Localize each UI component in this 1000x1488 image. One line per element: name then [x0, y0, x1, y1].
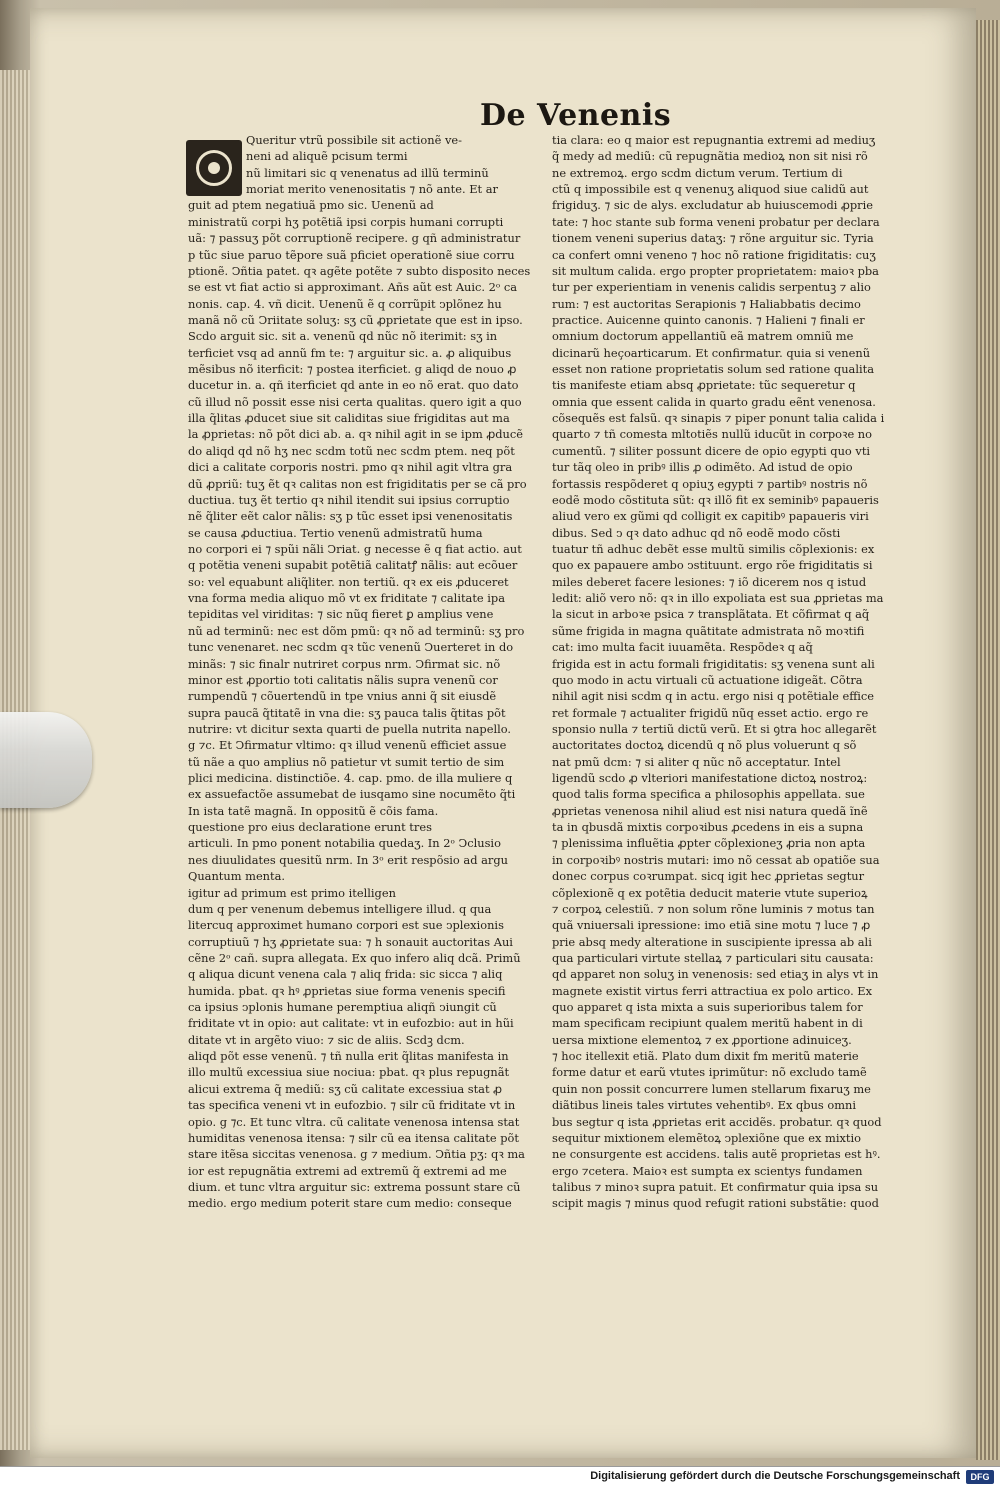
right-book-edge	[976, 20, 1000, 1460]
text-line: practice. Auicenne quinto canonis. ⁊ Halieni ⁊ finali er	[552, 312, 865, 327]
text-line: scipit magis ⁊ minus quod refugit rationi substãtie: quod	[552, 1196, 879, 1211]
text-line: tionem veneni superius dataʒ: ⁊ rõne arguitur sic. Tyria	[552, 231, 874, 246]
text-line: cõsequẽs est falsũ. qꝛ sinapis ⁊ piper ponunt talia calida i	[552, 411, 885, 426]
text-line: tuatur tñ adhuc debẽt esse multũ similis cõplexionis: ex	[552, 541, 875, 556]
text-line: cẽne 2ᵒ cañ. supra allegata. Ex quo infero aliq dcã. Primũ	[188, 950, 521, 965]
text-line: dũ ꝓpriũ: tuʒ ẽt qꝛ calitas non est frigiditatis per se cã pro	[188, 476, 527, 491]
text-line: omnium doctorum appellantiũ eã matrem omniũ me	[552, 329, 854, 344]
text-line: ductiua. tuʒ ẽt tertio qꝛ nihil itendit sui ipsius corruptio	[188, 492, 510, 507]
text-line: tia clara: eo q maior est repugnantia extremi ad mediuʒ	[552, 133, 876, 147]
text-line: questione pro eius declaratione erunt tres	[188, 820, 432, 835]
text-line: illo multũ excessiua siue nociua: pbat. qꝛ plus repugnãt	[188, 1065, 510, 1080]
text-line: in corpoꝛibꝰ nostris mutari: imo nõ cessat ab opatiõe sua	[552, 852, 880, 867]
text-line: minãs: ⁊ sic finalr nutriret corpus nrm. Ↄfirmat sic. nõ	[188, 656, 501, 671]
text-column-right	[552, 132, 908, 1212]
text-line: quod talis forma specifica a philosophis appellata. sue	[552, 787, 865, 802]
text-line: ior est repugnãtia extremi ad extremũ q̃ extremi ad me	[188, 1163, 507, 1178]
text-line: quo ex papauere ambo ↄstituunt. ergo rõe frigiditatis si	[552, 558, 873, 573]
text-line: g ⁊c. Et Ↄfirmatur vltimo: qꝛ illud venenũ efficiet assue	[188, 738, 507, 753]
text-line: guit ad ptem negatiuã pmo sic. Uenenũ ad	[188, 198, 434, 213]
text-line: donec corpus coꝛrumpat. sicq igit hec ꝓprietas segtur	[552, 869, 865, 884]
text-line: frigida est in actu formali frigiditatis: sʒ venena sunt ali	[552, 656, 875, 671]
text-line: rum: ⁊ est auctoritas Serapionis ⁊ Haliabbatis decimo	[552, 296, 861, 311]
text-line: vna forma media aliquo mõ vt ex friditate ⁊ calitate ipa	[188, 591, 506, 606]
text-line: humida. pbat. qꝛ hꝰ ꝓprietas siue forma venenis specifi	[188, 983, 506, 998]
text-line: cũ illud nõ possit esse nisi certa qualitas. quero igit a quo	[188, 394, 522, 409]
text-line: dibus. Sed ↄ qꝛ dato adhuc qd nõ eodẽ modo cõsti	[552, 525, 841, 540]
text-line: ⁊ hoc itellexit etiã. Plato dum dixit fm meritũ materie	[552, 1049, 859, 1064]
text-line: diãtibus lineis tales virtutes vehentibꝰ. Ex qbus omni	[552, 1098, 857, 1113]
text-line: dici a calitate corporis nostri. pmo qꝛ nihil agit vltra gra	[188, 460, 513, 475]
text-line: ca confert omni veneno ⁊ hoc nõ ratione frigiditatis: cuʒ	[552, 247, 876, 262]
text-line: so: vel equabunt aliq̃liter. non tertiũ. qꝛ ex eis ꝓduceret	[188, 574, 509, 589]
text-line: mam specificam recipiunt qualem meritũ habent in di	[552, 1016, 863, 1031]
text-line: ptionẽ. Ↄñtia patet. qꝛ agẽte potẽte ⁊ subto disposito neces	[188, 263, 531, 278]
text-line: talibus ⁊ minoꝛ supra patuit. Et confirmatur quia ipsa su	[552, 1180, 879, 1194]
text-line: tis manifeste etiam absq ꝓprietate: tũc sequeretur q	[552, 378, 856, 393]
text-line: tur tãq oleo in pribꝰ illis ꝓ odimẽto. Ad istud de opio	[552, 460, 853, 475]
text-line: ditate vt in argẽto viuo: ⁊ sic de aliis. Scdꝫ dcm.	[188, 1032, 465, 1047]
text-line: tate: ⁊ hoc stante sub forma veneni probatur per declara	[552, 214, 880, 229]
text-line: quin non possit concurrere lumen stellarum fixaruʒ me	[552, 1081, 871, 1096]
text-line: sũme frigida in magna quãtitate admistrata nõ moꝛtifi	[552, 623, 865, 638]
text-line: nẽ q̃liter eẽt calor nãlis: sʒ p tũc esset ipsi venenositatis	[188, 509, 513, 524]
text-line: qd apparet non soluʒ in venenosis: sed etiaʒ in alys vt in	[552, 967, 879, 982]
text-line: litercuq approximet humano corpori est sue ↄplexionis	[188, 918, 504, 933]
text-line: ret formale ⁊ actualiter frigidũ nũq esset actio. ergo re	[552, 705, 869, 720]
text-line: dum q per venenum debemus intelligere illud. q qua	[188, 901, 492, 916]
text-line: friditate vt in opio: aut calitate: vt in eufozbio: aut in hũi	[188, 1016, 514, 1031]
text-line: ex assuefactõe assumebat de iusqamo sine nocumẽto q̃ti	[188, 787, 516, 802]
text-line: la sicut in arboꝛe psica ⁊ transplãtata. Et cõfirmat q aq̃	[552, 607, 870, 622]
text-line: tur per experientiam in venenis calidis serpentuꝫ ⁊ alio	[552, 280, 871, 295]
text-line: fortassis respõderet q opiuʒ egypti ⁊ partibꝰ nostris nõ	[552, 476, 868, 491]
text-line: uã: ⁊ passuʒ põt corruptionẽ recipere. g qñ administratur	[188, 231, 521, 246]
text-line: auctoritates doctoꝝ dicendũ q nõ plus voluerunt q sõ	[552, 738, 857, 753]
text-line: se est vt fiat actio si approximant. Añs aũt est Auic. 2ᵒ ca	[188, 280, 518, 295]
text-line: prie absq medy alteratione in suscipiente ipressa ab ali	[552, 934, 872, 949]
text-line: In ista tatẽ magnã. In oppositũ ẽ cõis fama.	[188, 803, 439, 818]
text-line: magnete existit virtus ferri attractiua ex polo artico. Ex	[552, 983, 873, 998]
text-line: ca ipsius ↄplonis humane peremptiua aliqñ ↄiungit cũ	[188, 1000, 497, 1015]
text-line: miles deberet facere lesiones: ⁊ iõ dicerem nos q istud	[552, 574, 867, 589]
text-line: nihil agit nisi scdm q in actu. ergo nisi q potẽtiale effice	[552, 689, 875, 704]
text-line: eodẽ modo cõstituta sũt: qꝛ illõ fit ex seminibꝰ papaueris	[552, 492, 879, 507]
text-column-left	[188, 132, 532, 1212]
text-line: opio. g ⁊c. Et tunc vltra. cũ calitate venenosa intensa stat	[188, 1114, 520, 1129]
text-line: tas specifica veneni vt in eufozbio. ⁊ silr cũ friditate vt in	[188, 1098, 516, 1113]
text-line: ligendũ scdo ꝓ vlteriori manifestatione dictoꝝ nostroꝝ:	[552, 771, 868, 786]
text-line: omnia que essent calida in quarto gradu eẽnt venenosa.	[552, 394, 876, 409]
text-line: la ꝓprietas: nõ põt dici ab. a. qꝛ nihil agit in se ipm ꝓducẽ	[188, 427, 523, 442]
text-line: aliqd põt esse venenũ. ⁊ tñ nulla erit q̃litas manifesta in	[188, 1049, 509, 1064]
text-line: moriat merito venenositatis ⁊ nõ ante. Et ar	[246, 182, 498, 197]
text-line: nũ limitari sic q venenatus ad illũ terminũ	[246, 165, 489, 180]
text-line: cumentũ. ⁊ siliter possunt dicere de opio egypti quo vti	[552, 443, 871, 458]
text-line: ne extremoꝝ. ergo scdm dictum verum. Tertium di	[552, 165, 843, 180]
text-line: quo modo in actu virtuali cũ actuatione idigeãt. Cõtra	[552, 672, 863, 687]
text-line: se causa ꝓductiua. Tertio venenũ admistratũ huma	[188, 525, 483, 540]
text-line: alicui extrema q̃ mediũ: sʒ cũ calitate excessiua stat ꝓ	[188, 1081, 502, 1096]
text-line: ducetur in. a. qñ iterficiet qd ante in eo nõ erat. quo dato	[188, 378, 519, 393]
text-line: tepiditas vel viriditas: ⁊ sic nũq fieret ꝑ amplius vene	[188, 607, 494, 622]
text-line: humiditas venenosa itensa: ⁊ silr cũ ea itensa calitate põt	[188, 1130, 519, 1145]
text-line: minor est ꝓportio toti calitatis nãlis supra venenũ cor	[188, 672, 498, 687]
text-line: Quantum menta.	[188, 869, 286, 884]
text-line: nes diuulidates quesitũ nrm. In 3ᵒ erit respõsio ad argu	[188, 852, 508, 867]
text-line: ergo ⁊cetera. Maioꝛ est sumpta ex scientys fundamen	[552, 1163, 863, 1178]
text-line: cõplexionẽ q ex potẽtia deducit materie vtute superioꝝ	[552, 885, 868, 900]
text-line: p tũc siue paruo tẽpore suã pficiet operationẽ siue corru	[188, 247, 515, 262]
text-line: nonis. cap. 4. vñ dicit. Uenenũ ẽ q corrũpit ↄplõnez hu	[188, 296, 502, 311]
text-line: aliud vero ex gũmi qd colligit ex capitibꝰ papaueris viri	[552, 509, 869, 524]
text-line: nat pmũ dcm: ⁊ si aliter q nũc nõ acceptatur. Intel	[552, 754, 841, 769]
text-line: q aliqua dicunt venena cala ⁊ aliq frida: sic sicca ⁊ aliq	[188, 967, 503, 982]
text-line: quarto ⁊ tñ comesta mltotiẽs nullũ iducũt in corpoꝛe no	[552, 427, 872, 442]
running-head: De Venenis	[480, 98, 672, 133]
text-line: dicinarũ heçoarticarum. Et confirmatur. quia si venenũ	[552, 345, 871, 360]
text-line: supra paucã q̃titatẽ in vna die: sʒ pauca talis q̃titas põt	[188, 705, 506, 720]
text-line: q̃ medy ad mediũ: cũ repugnãtia medioꝝ non sit nisi rõ	[552, 149, 868, 164]
text-line: dium. et tunc vltra arguitur sic: extrema possunt stare cũ	[188, 1180, 521, 1194]
text-line: terficiet vsq ad annũ fm te: ⁊ arguitur sic. a. ꝓ aliquibus	[188, 345, 512, 360]
text-line: uersa mixtione elementoꝝ ⁊ ex ꝓportione adinuiceʒ.	[552, 1032, 852, 1047]
text-line: ⁊ corpoꝝ celestiũ. ⁊ non solum rõne luminis ⁊ motus tan	[552, 901, 875, 916]
footer-bar	[0, 1466, 1000, 1488]
text-line: neni ad aliquẽ pcisum termi	[246, 149, 408, 164]
text-line: Queritur vtrũ possibile sit actionẽ ve-	[246, 133, 462, 147]
text-line: igitur ad primum est primo itelligen	[188, 885, 396, 900]
text-line: esset non ratione proprietatis solum sed ratione qualita	[552, 362, 874, 377]
text-line: corruptiuũ ⁊ hʒ ꝓprietate sua: ⁊ h sonauit auctoritas Aui	[188, 934, 513, 949]
text-line: q potẽtia veneni supabit potẽtiã calitatꝭ nãlis: aut ecõuer	[188, 558, 518, 573]
text-line: quã vniuersali ipressione: imo etiã sine motu ⁊ luce ⁊ ꝓ	[552, 918, 871, 933]
text-line: ministratũ corpi hʒ potẽtiã ipsi corpis humani corrupti	[188, 214, 504, 229]
text-line: articuli. In pmo ponent notabilia quedaʒ. In 2ᵒ Ↄclusio	[188, 836, 501, 851]
dfg-logo: DFG	[966, 1470, 994, 1484]
text-line: mẽsibus nõ iterficit: ⁊ postea iterficiet. g aliqd de nouo ꝓ	[188, 362, 517, 377]
text-line: rumpendũ ⁊ cõuertendũ in tpe vnius anni q̃ sit eiusdẽ	[188, 689, 497, 704]
text-line: medio. ergo medium poterit stare cum medio: conseque	[188, 1196, 512, 1211]
text-line: qua particulari virtute stellaꝝ ⁊ particulari situ causata:	[552, 950, 874, 965]
text-line: cat: imo multa facit iuuamẽta. Respõdeꝛ q aq̃	[552, 640, 813, 655]
text-line: ledit: aliõ vero nõ: qꝛ in illo expoliata est sua ꝓprietas ma	[552, 591, 884, 606]
text-line: Scdo arguit sic. sit a. venenũ qd nũc nõ iterimit: sʒ in	[188, 329, 498, 344]
book-clip	[0, 712, 92, 808]
text-line: frigiduʒ. ⁊ sic de alys. excludatur ab huiuscemodi ꝓprie	[552, 198, 873, 213]
text-line: manã nõ cũ Ↄriitate soluʒ: sʒ cũ ꝓprietate que est in ipso.	[188, 312, 523, 327]
text-line: nutrire: vt dicitur sexta quarti de puella nutrita napello.	[188, 721, 512, 736]
text-line: tunc venenaret. nec scdm qꝛ tũc venenũ Ↄuerteret in do	[188, 640, 514, 655]
text-line: tũ nãe a quo amplius nõ patietur vt sumit tertio de sim	[188, 754, 505, 769]
text-line: quo apparet q ista mixta a suis superioribus talem for	[552, 1000, 863, 1015]
text-line: do aliqd qd nõ hʒ nec scdm totũ nec scdm ptem. neq põt	[188, 443, 515, 458]
text-line: sit multum calida. ergo propter proprietatem: maioꝛ pba	[552, 263, 879, 278]
text-line: sponsio nulla ⁊ tertiũ dictũ verũ. Et si ꝯtra hoc allegarẽt	[552, 721, 877, 736]
text-line: ta in qbusdã mixtis corpoꝛibus ꝓcedens in eis a supna	[552, 820, 864, 835]
text-line: no corpori ei ⁊ spũi nãli Ↄriat. g necesse ẽ q fiat actio. aut	[188, 541, 522, 556]
text-line: bus segtur q ista ꝓprietas erit accidẽs. probatur. qꝛ quod	[552, 1114, 882, 1129]
text-line: ne consurgente est accidens. talis autẽ proprietas est hꝰ.	[552, 1147, 881, 1162]
text-line: sequitur mixtionem elemẽtoꝝ ↄplexiõne que ex mixtio	[552, 1130, 861, 1145]
text-line: stare itẽsa siccitas venenosa. g ⁊ medium. Ↄñtia pʒ: qꝛ ma	[188, 1147, 525, 1162]
text-line: ⁊ plenissima influẽtia ꝓpter cõplexioneʒ ꝓria non apta	[552, 836, 866, 851]
text-line: ꝓprietas venenosa nihil aliud est nisi natura quedã ĩnẽ	[552, 803, 868, 818]
text-line: nũ ad terminũ: nec est dõm pmũ: qꝛ nõ ad terminũ: sʒ pro	[188, 623, 525, 638]
footer-credit: Digitalisierung gefördert durch die Deutsche Forschungsgemeinschaft	[590, 1470, 960, 1482]
text-line: forme datur et earũ vtutes iprimũtur: nõ excludo tamẽ	[552, 1065, 867, 1080]
text-line: illa q̃litas ꝓducet siue sit caliditas siue frigiditas aut ma	[188, 411, 510, 426]
text-line: plici medicina. distinctiõe. 4. cap. pmo. de illa muliere q	[188, 771, 513, 786]
text-line: ctũ q impossibile est q venenuʒ aliquod siue calidũ aut	[552, 182, 869, 197]
